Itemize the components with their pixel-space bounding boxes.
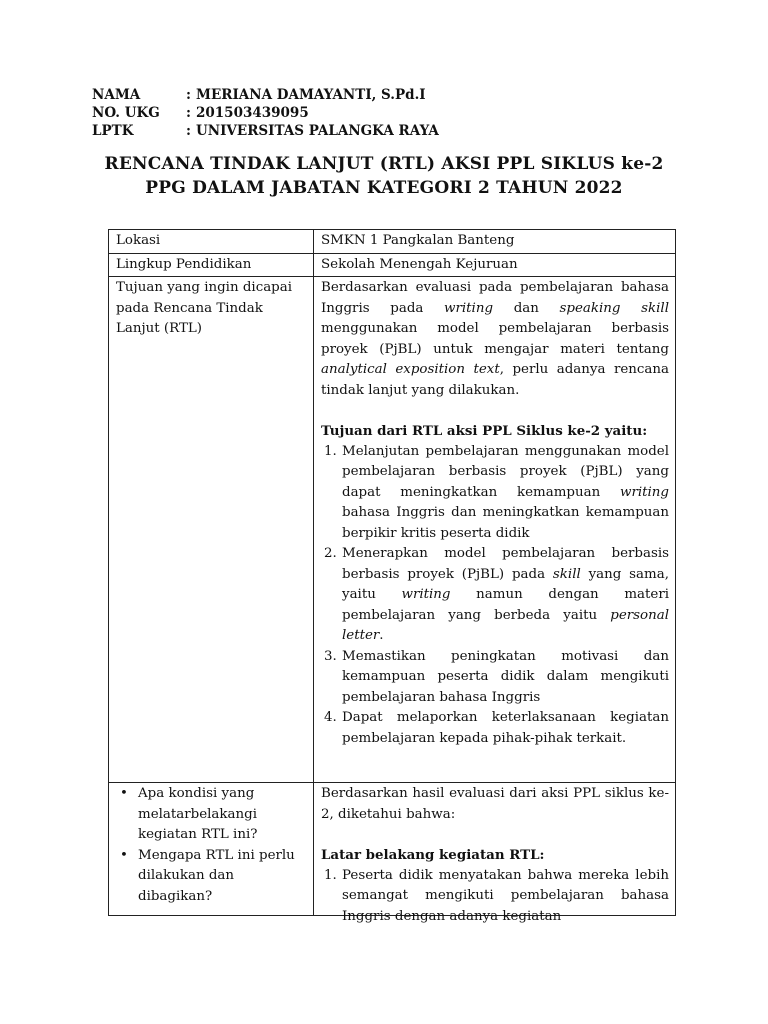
identity-label: NAMA <box>92 87 141 103</box>
table-row-kondisi <box>109 783 676 916</box>
text-run: namun dengan materi pembelajaran yang berbeda yaitu <box>342 587 670 623</box>
kondisi-heading: Latar belakang kegiatan RTL: <box>321 847 545 863</box>
italic-run: speaking skill <box>559 300 669 316</box>
tujuan-heading: Tujuan dari RTL aksi PPL Siklus ke-2 yaitu: <box>321 423 648 439</box>
identity-row-nama <box>92 86 439 104</box>
text-run: Berdasarkan evaluasi pada pembelajaran bahasa Inggris pada <box>321 280 669 316</box>
identity-value: MERIANA DAMAYANTI, S.Pd.I <box>196 87 426 103</box>
identity-label: LPTK <box>92 123 134 139</box>
row-label: Lokasi <box>109 230 314 254</box>
rtl-table <box>108 229 676 924</box>
identity-separator: : <box>186 105 191 121</box>
list-item <box>120 846 307 908</box>
text-run: Melanjutan pembelajaran menggunakan model pembelajaran berbasis proyek (PjBL) yang dapat meningkatkan kemampuan <box>342 443 669 500</box>
row-value: SMKN 1 Pangkalan Banteng <box>314 230 676 254</box>
text-run: dan <box>493 300 560 316</box>
italic-run: writing <box>401 587 451 602</box>
list-item: 3. Memastikan peningkatan motivasi dan kemampuan peserta didik dalam mengikuti pembelajaran bahasa Inggris <box>341 647 669 709</box>
spacer <box>321 825 669 845</box>
list-item <box>341 544 669 647</box>
identity-separator: : <box>186 87 191 103</box>
question-list <box>116 784 307 907</box>
bullet-icon: • <box>120 786 128 801</box>
spacer <box>321 401 669 421</box>
tujuan-list <box>321 442 669 750</box>
list-item <box>341 442 669 545</box>
italic-run: writing <box>444 300 494 316</box>
row-label: Lingkup Pendidikan <box>109 253 314 277</box>
identity-value: 201503439095 <box>196 105 309 121</box>
table-row-lingkup <box>109 253 676 277</box>
row-value <box>314 783 676 924</box>
kondisi-list <box>321 866 669 928</box>
row-value <box>314 277 676 783</box>
tujuan-intro <box>321 278 669 401</box>
spacer <box>321 749 669 781</box>
text-run: Menerapkan model pembelajaran berbasis berbasis proyek (PjBL) pada <box>342 546 669 582</box>
identity-separator: : <box>186 123 191 139</box>
text-run: menggunakan model pembelajaran berbasis proyek (PjBL) untuk mengajar materi tentang <box>321 321 669 357</box>
title-line-2: PPG DALAM JABATAN KATEGORI 2 TAHUN 2022 <box>145 178 623 198</box>
table-row-lokasi <box>109 230 676 254</box>
document-title <box>0 152 768 200</box>
kondisi-content <box>321 784 669 924</box>
text-run: , perlu adanya rencana tindak lanjut yang dilakukan. <box>321 362 669 398</box>
text-run: yang sama, yaitu <box>342 566 669 602</box>
italic-run: writing <box>619 484 669 500</box>
row-label: Tujuan yang ingin dicapai pada Rencana Tindak Lanjut (RTL) <box>109 277 314 783</box>
title-line-1: RENCANA TINDAK LANJUT (RTL) AKSI PPL SIKLUS ke-2 <box>104 154 664 174</box>
italic-run: skill <box>552 566 581 582</box>
bullet-icon: • <box>120 847 128 863</box>
identity-value: UNIVERSITAS PALANGKA RAYA <box>196 123 439 139</box>
text-run: bahasa Inggris dan meningkatkan kemampuan berpikir kritis peserta didik <box>342 505 669 541</box>
row-label-cell <box>109 783 314 916</box>
list-item: 1. Peserta didik menyatakan bahwa mereka lebih semangat mengikuti pembelajaran bahasa Inggris dengan adanya kegiatan <box>341 866 669 928</box>
identity-row-no-ukg <box>92 104 439 122</box>
list-item: 4. Dapat melaporkan keterlaksanaan kegiatan pembelajaran kepada pihak-pihak terkait. <box>341 708 669 749</box>
bullet-text: Mengapa RTL ini perlu dilakukan dan dibagikan? <box>138 847 295 904</box>
table-row-tujuan <box>109 277 676 783</box>
kondisi-intro: Berdasarkan hasil evaluasi dari aksi PPL siklus ke-2, diketahui bahwa: <box>321 786 669 822</box>
identity-header <box>92 86 439 140</box>
list-item <box>120 784 307 846</box>
row-value: Sekolah Menengah Kejuruan <box>314 253 676 277</box>
identity-label: NO. UKG <box>92 105 160 121</box>
text-run: . <box>379 628 384 643</box>
italic-run: analytical exposition text <box>321 362 500 377</box>
bullet-text: Apa kondisi yang melatarbelakangi kegiatan RTL ini? <box>138 786 258 842</box>
italic-run: personal letter <box>342 607 669 643</box>
identity-row-lptk <box>92 122 439 140</box>
